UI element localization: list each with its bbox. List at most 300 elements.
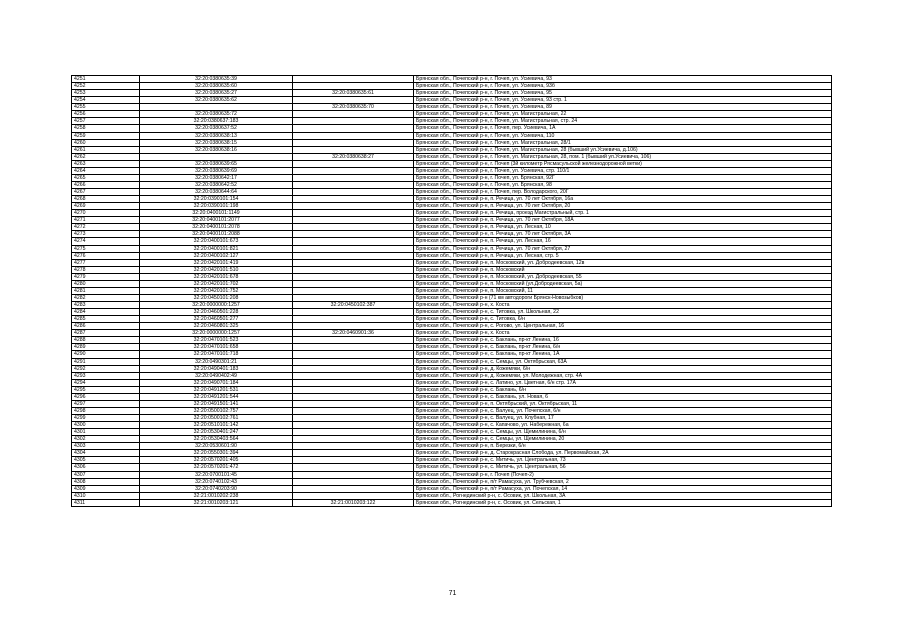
linked-cadastral-number-cell (293, 379, 414, 386)
table-row (72, 139, 832, 146)
row-number-cell: 4300 (72, 422, 140, 429)
cadastral-number-cell: 32:20:0380642:17 (140, 174, 293, 181)
linked-cadastral-number-cell (293, 485, 414, 492)
table-row (72, 407, 832, 414)
cadastral-number-cell: 32:20:0460501:277 (140, 316, 293, 323)
linked-cadastral-number-cell (293, 266, 414, 273)
address-cell: Брянская обл., Почепский р-н, д. Старокрасная Слобода, ул. Первомайская, 2А (414, 450, 832, 457)
cadastral-number-cell: 32:20:0490701:184 (140, 379, 293, 386)
address-cell: Брянская обл., Почепский р-н, с. Семцы, ул. Октябрьская, 63А (414, 358, 832, 365)
row-number-cell: 4266 (72, 181, 140, 188)
address-cell: Брянская обл., Почепский р-н, п. Березки, 6/н (414, 443, 832, 450)
address-cell: Брянская обл., Почепский р-н, г. Почеп, ул. Магистральная, 28 (бывший ул.Усиевича, д.106) (414, 146, 832, 153)
cadastral-number-cell: 32:20:0400101:1149 (140, 210, 293, 217)
address-cell: Брянская обл., Почепский р-н, п. Московский (ул.Добродеевская, 5а) (414, 280, 832, 287)
table-row (72, 217, 832, 224)
cadastral-number-cell: 32:20:0570201:472 (140, 464, 293, 471)
row-number-cell: 4299 (72, 415, 140, 422)
linked-cadastral-number-cell (293, 287, 414, 294)
cadastral-number-cell: 32:20:0380638:15 (140, 139, 293, 146)
cadastral-number-cell: 32:20:0380635:62 (140, 97, 293, 104)
address-cell: Брянская обл., Почепский р-н, г. Почеп, ул. Усиевича, 93 стр. 1 (414, 97, 832, 104)
table-row (72, 323, 832, 330)
address-cell: Брянская обл., Почепский р-н, г. Почеп, ул. Усиевича, 95 (414, 90, 832, 97)
row-number-cell: 4309 (72, 485, 140, 492)
table-row (72, 153, 832, 160)
address-cell: Брянская обл., Почепский р-н, х. Коста (414, 330, 832, 337)
cadastral-number-cell: 32:20:0420101:752 (140, 287, 293, 294)
table-row (72, 146, 832, 153)
address-cell: Брянская обл., Почепский р-н, с. Капачово, ул. Набережная, 6а (414, 422, 832, 429)
address-cell: Брянская обл., Почепский р-н, п. Речица, ул. 70 лет Октября, 3А (414, 231, 832, 238)
table-row (72, 478, 832, 485)
row-number-cell: 4293 (72, 372, 140, 379)
row-number-cell: 4311 (72, 499, 140, 506)
linked-cadastral-number-cell (293, 245, 414, 252)
linked-cadastral-number-cell: 32:20:0450102:387 (293, 302, 414, 309)
table-row (72, 118, 832, 125)
table-row (72, 358, 832, 365)
cadastral-number-cell: 32:20:0380635:27 (140, 90, 293, 97)
address-cell: Брянская обл., Почепский р-н, с. Митичь, ул. Центральная, 73 (414, 457, 832, 464)
row-number-cell: 4310 (72, 492, 140, 499)
linked-cadastral-number-cell (293, 386, 414, 393)
address-cell: Брянская обл., Почепский р-н, с. Латино, ул. Цветная, 6/н стр. 17А (414, 379, 832, 386)
table-row (72, 196, 832, 203)
table-row (72, 400, 832, 407)
linked-cadastral-number-cell (293, 429, 414, 436)
row-number-cell: 4273 (72, 231, 140, 238)
row-number-cell: 4271 (72, 217, 140, 224)
address-cell: Брянская обл., Почепский р-н, п. Речица, ул. Лесная, стр. 5 (414, 252, 832, 259)
table-row (72, 266, 832, 273)
row-number-cell: 4258 (72, 125, 140, 132)
address-cell: Брянская обл., Почепский р-н, п. Московский, ул. Добродеевская, 55 (414, 273, 832, 280)
linked-cadastral-number-cell (293, 351, 414, 358)
address-cell: Брянская обл., Почепский р-н, п. Речица, ул. 70 лет Октября, 16а (414, 196, 832, 203)
linked-cadastral-number-cell (293, 323, 414, 330)
table-row (72, 280, 832, 287)
cadastral-number-cell: 32:20:0380637:52 (140, 125, 293, 132)
row-number-cell: 4294 (72, 379, 140, 386)
address-cell: Брянская обл., Почепский р-н, г. Почеп, ул. Магистральная, 28, пом. 1 (бывший ул.Усиевича, 106) (414, 153, 832, 160)
linked-cadastral-number-cell (293, 118, 414, 125)
linked-cadastral-number-cell (293, 189, 414, 196)
cadastral-number-cell: 32:20:0460501:228 (140, 309, 293, 316)
address-cell: Брянская обл., Почепский р-н, г. Почеп, ул. Магистральная, стр. 24 (414, 118, 832, 125)
linked-cadastral-number-cell: 32:20:0460901:36 (293, 330, 414, 337)
cadastral-number-cell: 32:20:0400101:821 (140, 245, 293, 252)
table-row (72, 499, 832, 506)
table-row (72, 174, 832, 181)
cadastral-number-cell: 32:20:0491201:544 (140, 393, 293, 400)
cadastral-number-cell: 32:20:0390101:198 (140, 203, 293, 210)
cadastral-number-cell: 32:20:0390101:154 (140, 196, 293, 203)
table-row (72, 443, 832, 450)
cadastral-number-cell: 32:20:0530601:90 (140, 443, 293, 450)
table-body (72, 76, 832, 507)
table-row (72, 464, 832, 471)
table-row (72, 104, 832, 111)
row-number-cell: 4307 (72, 471, 140, 478)
cadastral-number-cell: 32:20:0380639:69 (140, 167, 293, 174)
table-row (72, 111, 832, 118)
linked-cadastral-number-cell (293, 125, 414, 132)
linked-cadastral-number-cell (293, 174, 414, 181)
row-number-cell: 4257 (72, 118, 140, 125)
table-row (72, 316, 832, 323)
row-number-cell: 4263 (72, 160, 140, 167)
row-number-cell: 4289 (72, 344, 140, 351)
linked-cadastral-number-cell (293, 365, 414, 372)
row-number-cell: 4262 (72, 153, 140, 160)
table-row (72, 76, 832, 83)
table-row (72, 181, 832, 188)
linked-cadastral-number-cell (293, 111, 414, 118)
cadastral-number-cell: 32:20:0380635:72 (140, 111, 293, 118)
address-cell: Брянская обл., Почепский р-н, с. Баклань, пр-кт Ленина, 6/н (414, 344, 832, 351)
table-row (72, 372, 832, 379)
address-cell: Брянская обл., Почепский р-н, г. Почеп, ул. Усиевича, стр. 110/1 (414, 167, 832, 174)
cadastral-number-cell: 32:20:0400101:2078 (140, 224, 293, 231)
table-row (72, 167, 832, 174)
row-number-cell: 4254 (72, 97, 140, 104)
row-number-cell: 4288 (72, 337, 140, 344)
row-number-cell: 4284 (72, 309, 140, 316)
cadastral-number-cell (140, 104, 293, 111)
registry-table (71, 75, 832, 507)
row-number-cell: 4303 (72, 443, 140, 450)
row-number-cell: 4306 (72, 464, 140, 471)
row-number-cell: 4301 (72, 429, 140, 436)
table-row (72, 429, 832, 436)
table-row (72, 259, 832, 266)
address-cell: Брянская обл., Почепский р-н, г. Почеп, ул. Усиевича, 110 (414, 132, 832, 139)
row-number-cell: 4292 (72, 365, 140, 372)
table-row (72, 231, 832, 238)
address-cell: Брянская обл., Почепский р-н, с. Баклань, ул. Новая, 6 (414, 393, 832, 400)
row-number-cell: 4302 (72, 436, 140, 443)
linked-cadastral-number-cell: 32:20:0380635:61 (293, 90, 414, 97)
row-number-cell: 4296 (72, 393, 140, 400)
row-number-cell: 4297 (72, 400, 140, 407)
table-row (72, 83, 832, 90)
row-number-cell: 4287 (72, 330, 140, 337)
address-cell: Брянская обл., Почепский р-н, д. Кожемяки, 6/н (414, 365, 832, 372)
linked-cadastral-number-cell (293, 415, 414, 422)
cadastral-number-cell: 32:20:0700101:45 (140, 471, 293, 478)
address-cell: Брянская обл., Почепский р-н, п/т Рамасуха, ул. Трубчевская, 2 (414, 478, 832, 485)
table-row (72, 294, 832, 301)
cadastral-number-cell: 32:21:0010202:238 (140, 492, 293, 499)
row-number-cell: 4268 (72, 196, 140, 203)
address-cell: Брянская обл., Почепский р-н, г. Почеп (Почеп-2) (414, 471, 832, 478)
row-number-cell: 4270 (72, 210, 140, 217)
table-row (72, 457, 832, 464)
row-number-cell: 4283 (72, 302, 140, 309)
address-cell: Брянская обл., Почепский р-н, с. Рогово, ул. Центральная, 16 (414, 323, 832, 330)
linked-cadastral-number-cell (293, 400, 414, 407)
cadastral-number-cell: 32:20:0530403:564 (140, 436, 293, 443)
table-row (72, 245, 832, 252)
address-cell: Брянская обл., Почепский р-н, г. Почеп, ул. Брянская, 98 (414, 181, 832, 188)
cadastral-number-cell: 32:20:0400101:2077 (140, 217, 293, 224)
row-number-cell: 4286 (72, 323, 140, 330)
linked-cadastral-number-cell (293, 443, 414, 450)
table-row (72, 365, 832, 372)
address-cell: Брянская обл., Почепский р-н, г. Почеп, пер. Усиевича, 1А (414, 125, 832, 132)
linked-cadastral-number-cell (293, 471, 414, 478)
row-number-cell: 4285 (72, 316, 140, 323)
cadastral-number-cell: 32:20:0500102:757 (140, 407, 293, 414)
table-row (72, 189, 832, 196)
linked-cadastral-number-cell: 32:20:0380638:27 (293, 153, 414, 160)
table-row (72, 203, 832, 210)
cadastral-number-cell: 32:20:0380638:16 (140, 146, 293, 153)
page-number: 71 (448, 590, 457, 597)
address-cell: Брянская обл., Почепский р-н, х. Коста (414, 302, 832, 309)
address-cell: Брянская обл., Почепский р-н, с. Семцы, ул. Щемилинина, 20 (414, 436, 832, 443)
table-row (72, 210, 832, 217)
table-row (72, 351, 832, 358)
row-number-cell: 4279 (72, 273, 140, 280)
row-number-cell: 4269 (72, 203, 140, 210)
linked-cadastral-number-cell (293, 181, 414, 188)
cadastral-number-cell: 32:20:0380635:60 (140, 83, 293, 90)
address-cell: Брянская обл., Почепский р-н (71 км автодороги Брянск-Новозыбков) (414, 294, 832, 301)
cadastral-number-cell: 32:20:0491201:531 (140, 386, 293, 393)
row-number-cell: 4252 (72, 83, 140, 90)
linked-cadastral-number-cell (293, 273, 414, 280)
row-number-cell: 4272 (72, 224, 140, 231)
cadastral-number-cell: 32:20:0400101:673 (140, 238, 293, 245)
linked-cadastral-number-cell (293, 146, 414, 153)
address-cell: Брянская обл., Почепский р-н, г. Почеп, ул. Брянская, 92Г (414, 174, 832, 181)
row-number-cell: 4304 (72, 450, 140, 457)
cadastral-number-cell: 32:21:0010203:121 (140, 499, 293, 506)
cadastral-number-cell: 32:20:0490301:21 (140, 358, 293, 365)
linked-cadastral-number-cell (293, 372, 414, 379)
linked-cadastral-number-cell (293, 231, 414, 238)
linked-cadastral-number-cell: 32:20:0380635:70 (293, 104, 414, 111)
cadastral-number-cell: 32:20:0420101:419 (140, 259, 293, 266)
table-row (72, 309, 832, 316)
address-cell: Брянская обл., Почепский р-н, п. Октябрьский, ул. Октябрьская, 11 (414, 400, 832, 407)
address-cell: Брянская обл., Рогнединский р-н, с. Осовик, ул. Сельская, 1 (414, 499, 832, 506)
row-number-cell: 4274 (72, 238, 140, 245)
table-row (72, 436, 832, 443)
cadastral-number-cell: 32:20:0470101:523 (140, 337, 293, 344)
cadastral-number-cell (140, 153, 293, 160)
cadastral-number-cell: 32:20:0400101:2088 (140, 231, 293, 238)
cadastral-number-cell: 32:20:0380638:13 (140, 132, 293, 139)
address-cell: Брянская обл., Почепский р-н, с. Валуец, ул. Почепская, 6/н (414, 407, 832, 414)
cadastral-number-cell: 32:20:0490401:183 (140, 365, 293, 372)
row-number-cell: 4291 (72, 358, 140, 365)
row-number-cell: 4253 (72, 90, 140, 97)
linked-cadastral-number-cell (293, 337, 414, 344)
linked-cadastral-number-cell (293, 217, 414, 224)
row-number-cell: 4251 (72, 76, 140, 83)
row-number-cell: 4261 (72, 146, 140, 153)
table-row (72, 485, 832, 492)
row-number-cell: 4277 (72, 259, 140, 266)
cadastral-number-cell: 32:20:0510101:142 (140, 422, 293, 429)
table-row (72, 238, 832, 245)
row-number-cell: 4295 (72, 386, 140, 393)
table-row (72, 224, 832, 231)
table-row (72, 287, 832, 294)
cadastral-number-cell: 32:20:0500102:761 (140, 415, 293, 422)
cadastral-number-cell: 32:20:0380642:52 (140, 181, 293, 188)
linked-cadastral-number-cell (293, 422, 414, 429)
cadastral-number-cell: 32:20:0000000:1257 (140, 302, 293, 309)
address-cell: Брянская обл., Почепский р-н, п. Московский, 11 (414, 287, 832, 294)
cadastral-number-cell: 32:20:0450101:208 (140, 294, 293, 301)
row-number-cell: 4290 (72, 351, 140, 358)
linked-cadastral-number-cell (293, 76, 414, 83)
linked-cadastral-number-cell (293, 492, 414, 499)
table-row (72, 273, 832, 280)
linked-cadastral-number-cell (293, 358, 414, 365)
table-row (72, 422, 832, 429)
address-cell: Брянская обл., Почепский р-н, г. Почеп, ул. Усиевича, 93 (414, 76, 832, 83)
cadastral-number-cell: 32:20:0380639:65 (140, 160, 293, 167)
cadastral-number-cell: 32:20:0420101:510 (140, 266, 293, 273)
linked-cadastral-number-cell (293, 464, 414, 471)
address-cell: Брянская обл., Почепский р-н, п. Речица, ул. 70 лет Октября, 20 (414, 203, 832, 210)
address-cell: Брянская обл., Почепский р-н, п. Речица, ул. 70 лет Октября, 27 (414, 245, 832, 252)
address-cell: Брянская обл., Почепский р-н, п. Речица, ул. 70 лет Октября, 18А (414, 217, 832, 224)
table-row (72, 415, 832, 422)
cadastral-number-cell: 32:20:0460801:325 (140, 323, 293, 330)
table-row (72, 252, 832, 259)
table-row (72, 344, 832, 351)
cadastral-number-cell: 32:20:0470101:718 (140, 351, 293, 358)
linked-cadastral-number-cell (293, 436, 414, 443)
address-cell: Брянская обл., Почепский р-н, г. Почеп, ул. Магистральная, 28/1 (414, 139, 832, 146)
cadastral-number-cell: 32:20:0470101:658 (140, 344, 293, 351)
cadastral-number-cell: 32:20:0490402:49 (140, 372, 293, 379)
linked-cadastral-number-cell (293, 83, 414, 90)
table-row (72, 450, 832, 457)
row-number-cell: 4260 (72, 139, 140, 146)
address-cell: Брянская обл., Почепский р-н, с. Титовка, ул. Школьная, 22 (414, 309, 832, 316)
address-cell: Брянская обл., Почепский р-н, п. Речица, ул. Лесная, 16 (414, 238, 832, 245)
row-number-cell: 4275 (72, 245, 140, 252)
cadastral-number-cell: 32:20:0420101:678 (140, 273, 293, 280)
cadastral-number-cell: 32:20:0491501:141 (140, 400, 293, 407)
table-row (72, 386, 832, 393)
address-cell: Брянская обл., Рогнединский р-н, с. Осовик, ул. Школьная, 3А (414, 492, 832, 499)
cadastral-number-cell: 32:20:0000000:1257 (140, 330, 293, 337)
address-cell: Брянская обл., Почепский р-н, г. Почеп, ул. Усиевича, 93б (414, 83, 832, 90)
table-row (72, 97, 832, 104)
address-cell: Брянская обл., Почепский р-н, п/т Рамасуха, ул. Почепская, 14 (414, 485, 832, 492)
address-cell: Брянская обл., Почепский р-н, п. Речица, ул. Лесная, 10 (414, 224, 832, 231)
linked-cadastral-number-cell (293, 252, 414, 259)
cadastral-number-cell: 32:20:0380637:183 (140, 118, 293, 125)
linked-cadastral-number-cell (293, 344, 414, 351)
linked-cadastral-number-cell (293, 224, 414, 231)
row-number-cell: 4281 (72, 287, 140, 294)
address-cell: Брянская обл., Почепский р-н, г. Почеп (3й километр Рясмасульской железнодорожной ветки) (414, 160, 832, 167)
address-cell: Брянская обл., Почепский р-н, г. Почеп, ул. Усиевича, 89 (414, 104, 832, 111)
table-row (72, 125, 832, 132)
linked-cadastral-number-cell (293, 280, 414, 287)
address-cell: Брянская обл., Почепский р-н, п. Московский (414, 266, 832, 273)
linked-cadastral-number-cell (293, 478, 414, 485)
cadastral-number-cell: 32:20:0380644:64 (140, 189, 293, 196)
address-cell: Брянская обл., Почепский р-н, с. Митичь, ул. Центральная, 56 (414, 464, 832, 471)
address-cell: Брянская обл., Почепский р-н, с. Баклань, 6/н (414, 386, 832, 393)
linked-cadastral-number-cell (293, 196, 414, 203)
row-number-cell: 4305 (72, 457, 140, 464)
row-number-cell: 4308 (72, 478, 140, 485)
address-cell: Брянская обл., Почепский р-н, г. Почеп, пер. Володарского, 20Г (414, 189, 832, 196)
linked-cadastral-number-cell (293, 393, 414, 400)
cadastral-number-cell: 32:20:0740102:43 (140, 478, 293, 485)
linked-cadastral-number-cell (293, 210, 414, 217)
cadastral-number-cell: 32:20:0550301:394 (140, 450, 293, 457)
linked-cadastral-number-cell (293, 259, 414, 266)
linked-cadastral-number-cell (293, 132, 414, 139)
linked-cadastral-number-cell (293, 407, 414, 414)
row-number-cell: 4267 (72, 189, 140, 196)
linked-cadastral-number-cell (293, 97, 414, 104)
table-row (72, 302, 832, 309)
row-number-cell: 4264 (72, 167, 140, 174)
row-number-cell: 4278 (72, 266, 140, 273)
linked-cadastral-number-cell (293, 450, 414, 457)
cadastral-number-cell: 32:20:0530401:247 (140, 429, 293, 436)
address-cell: Брянская обл., Почепский р-н, с. Семцы, ул. Щемилинина, 6/н (414, 429, 832, 436)
linked-cadastral-number-cell (293, 457, 414, 464)
linked-cadastral-number-cell (293, 160, 414, 167)
row-number-cell: 4280 (72, 280, 140, 287)
linked-cadastral-number-cell (293, 139, 414, 146)
linked-cadastral-number-cell (293, 238, 414, 245)
cadastral-number-cell: 32:20:0420101:702 (140, 280, 293, 287)
cadastral-number-cell: 32:20:0380635:39 (140, 76, 293, 83)
address-cell: Брянская обл., Почепский р-н, с. Валуец, ул. Клубная, 17 (414, 415, 832, 422)
linked-cadastral-number-cell (293, 294, 414, 301)
table-row (72, 330, 832, 337)
table-row (72, 132, 832, 139)
linked-cadastral-number-cell (293, 203, 414, 210)
row-number-cell: 4255 (72, 104, 140, 111)
address-cell: Брянская обл., Почепский р-н, п. Речица, проезд Магистральный, стр. 1 (414, 210, 832, 217)
linked-cadastral-number-cell (293, 167, 414, 174)
row-number-cell: 4256 (72, 111, 140, 118)
row-number-cell: 4282 (72, 294, 140, 301)
linked-cadastral-number-cell: 32:21:0010203:122 (293, 499, 414, 506)
cadastral-number-cell: 32:20:0570201:405 (140, 457, 293, 464)
cadastral-number-cell: 32:20:0400102:127 (140, 252, 293, 259)
table-row (72, 393, 832, 400)
address-cell: Брянская обл., Почепский р-н, п. Московский, ул. Добродеевская, 12в (414, 259, 832, 266)
table-row (72, 160, 832, 167)
address-cell: Брянская обл., Почепский р-н, с. Титовка, 6/н (414, 316, 832, 323)
table-row (72, 379, 832, 386)
table-row (72, 337, 832, 344)
linked-cadastral-number-cell (293, 316, 414, 323)
row-number-cell: 4259 (72, 132, 140, 139)
table-row (72, 471, 832, 478)
linked-cadastral-number-cell (293, 309, 414, 316)
address-cell: Брянская обл., Почепский р-н, д. Кожемяки, ул. Молодежная, стр. 4А (414, 372, 832, 379)
address-cell: Брянская обл., Почепский р-н, с. Баклань, пр-кт Ленина, 16 (414, 337, 832, 344)
